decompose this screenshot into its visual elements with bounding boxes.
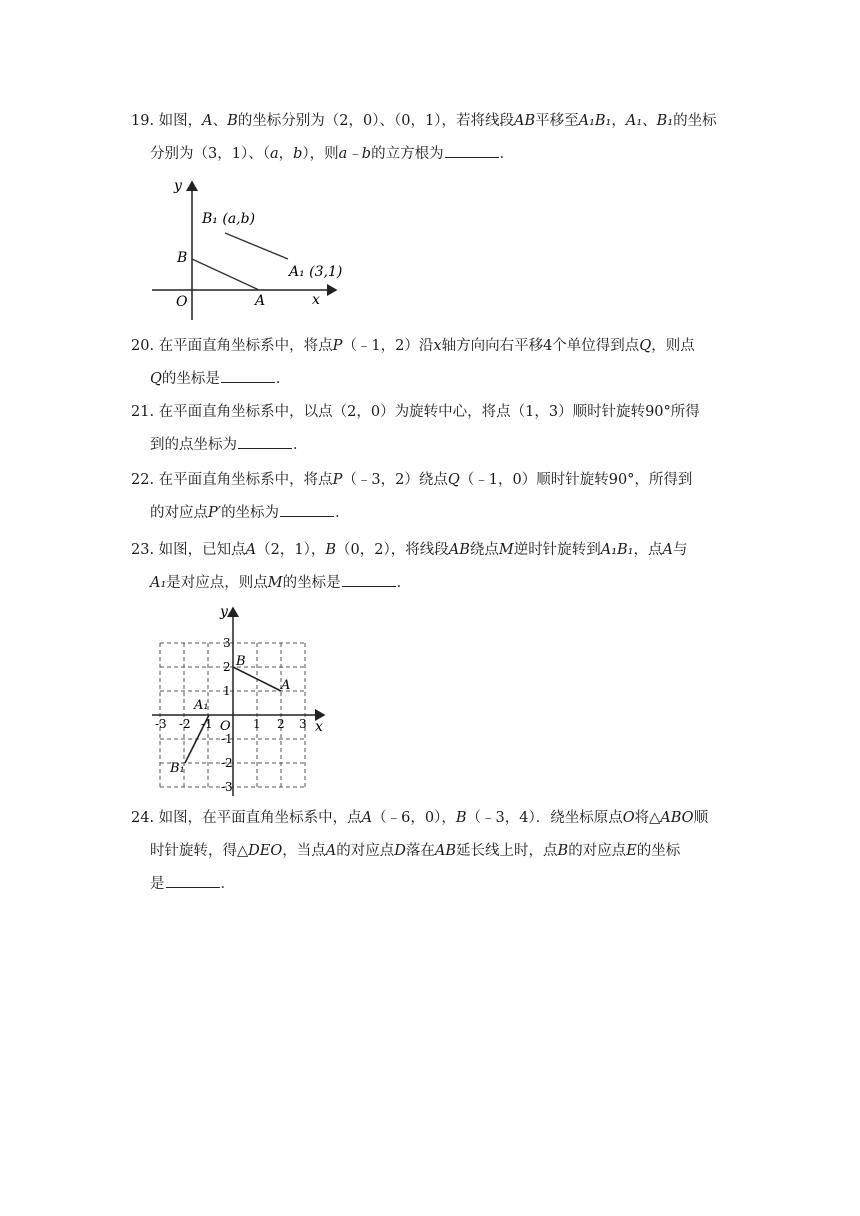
q24-text: 将△: [634, 810, 661, 826]
point-Q: Q: [639, 338, 652, 354]
q20-text: 在平面直角坐标系中，将点: [158, 338, 333, 354]
segment-A1B1: A₁B₁: [600, 542, 634, 558]
separator: 、: [642, 113, 657, 129]
point-M: M: [267, 575, 283, 591]
point-P: P: [332, 338, 343, 354]
point-Q: Q: [150, 371, 162, 387]
segment-A1B1: [225, 233, 288, 259]
answer-blank[interactable]: [166, 873, 220, 888]
question-number: 23.: [131, 542, 155, 558]
q24-line-3: [131, 868, 731, 901]
q19-line-1: [131, 105, 731, 138]
q24-line-1: [131, 802, 731, 835]
q23-text: 与: [672, 542, 688, 558]
label-B1: B₁: [170, 761, 185, 776]
q21-text: 在平面直角坐标系中，以点（2，0）为旋转中心，将点（1，3）顺时针旋转90°所得: [158, 404, 700, 420]
q19-figure: [148, 176, 358, 326]
point-B1: B₁: [656, 113, 674, 129]
point-A: A: [361, 810, 373, 826]
axis-label-y: y: [174, 178, 182, 194]
answer-blank[interactable]: [445, 143, 499, 158]
q23-text: （2，1），: [256, 542, 326, 558]
point-P-prime: P′: [208, 505, 222, 521]
point-B: B: [557, 843, 569, 859]
point-O: O: [622, 810, 635, 826]
q23-text: （0，2），将线段: [336, 542, 449, 558]
separator: 、: [212, 113, 228, 129]
q22-text: 的坐标为: [221, 505, 280, 521]
q24-line-2: [131, 835, 731, 868]
x-tick-labels: [155, 717, 307, 731]
separator: ，: [278, 146, 294, 162]
q24-text: 顺: [693, 810, 709, 826]
y-tick-label: -2: [221, 756, 233, 770]
q23-line-1: [131, 534, 731, 567]
q23-text: 如图，已知点: [158, 542, 246, 558]
q19-text: 平移至: [535, 113, 579, 129]
q21-line-2: [131, 429, 731, 462]
q22-text: ．: [335, 505, 350, 521]
x-tick-label: 2: [277, 717, 285, 731]
segment-AB: [192, 259, 259, 290]
point-E: E: [626, 843, 637, 859]
answer-blank[interactable]: [221, 368, 275, 383]
q23-text: 逆时针旋转到: [513, 542, 601, 558]
label-B1: B₁ (a,b): [202, 211, 256, 227]
q19-text: 的立方根为: [371, 146, 444, 162]
q21-text: ．: [293, 437, 308, 453]
point-D: D: [394, 843, 406, 859]
var-a: a: [269, 146, 279, 162]
triangle-DEO: DEO: [248, 843, 283, 859]
q24-text: 的对应点: [336, 843, 395, 859]
q24-text: （﹣6，0），: [372, 810, 456, 826]
expression: a﹣b: [338, 146, 372, 162]
q23-text: ，点: [633, 542, 663, 558]
q24-text: 的对应点: [568, 843, 627, 859]
q22-line-1: [131, 464, 731, 497]
q20-line-2: [131, 363, 731, 396]
q19-text: ），则: [302, 146, 339, 162]
point-A: A: [202, 113, 213, 129]
q24-text: 延长线上时，点: [456, 843, 558, 859]
axis-label-x: x: [315, 719, 323, 735]
q20-text: 轴方向向右平移4个单位得到点: [441, 338, 640, 354]
question-number: 21.: [131, 404, 155, 420]
question-number: 22.: [131, 472, 155, 488]
y-tick-label: 3: [223, 636, 231, 650]
q24-text: 时针旋转，得△: [150, 843, 249, 859]
q21-line-1: [131, 396, 731, 429]
y-tick-label: 1: [223, 684, 231, 698]
q22-text: 在平面直角坐标系中，将点: [158, 472, 333, 488]
q22-text: （﹣3，2）绕点: [342, 472, 448, 488]
label-origin: O: [220, 719, 231, 734]
question-24: [131, 802, 731, 901]
q20-text: ．: [275, 371, 291, 387]
separator: ，: [611, 113, 626, 129]
q22-line-2: [131, 497, 731, 530]
segment-A1B1: A₁B₁: [578, 113, 612, 129]
x-tick-label: 1: [253, 717, 261, 731]
q24-text: ，当点: [282, 843, 326, 859]
label-A1: A₁ (3,1): [289, 264, 343, 280]
point-M: M: [498, 542, 514, 558]
question-23: [131, 534, 731, 600]
label-B: B: [177, 250, 188, 266]
q23-text: 是对应点，则点: [166, 575, 268, 591]
x-tick-label: -3: [155, 717, 167, 731]
point-A: A: [325, 843, 337, 859]
point-A: A: [245, 542, 257, 558]
triangle-ABO: ABO: [660, 810, 694, 826]
point-B: B: [325, 542, 337, 558]
label-A: A: [281, 678, 291, 693]
q23-text: 绕点: [469, 542, 499, 558]
axis-label-x: x: [312, 292, 320, 308]
q24-text: 落在: [405, 843, 435, 859]
answer-blank[interactable]: [238, 434, 292, 449]
q20-text: （﹣1，2）沿: [342, 338, 434, 354]
q19-text: ．: [499, 146, 515, 162]
segment-AB: AB: [448, 542, 470, 558]
var-x: x: [433, 338, 442, 354]
q23-line-2: [131, 567, 731, 600]
label-origin: O: [176, 294, 188, 310]
answer-blank[interactable]: [280, 502, 334, 517]
point-A: A: [662, 542, 673, 558]
point-B: B: [227, 113, 238, 129]
question-number: 24.: [131, 810, 155, 826]
q24-text: 的坐标: [636, 843, 681, 859]
point-B: B: [455, 810, 467, 826]
question-number: 19.: [131, 113, 155, 129]
point-A1: A₁: [150, 575, 167, 591]
q22-text: （﹣1，0）顺时针旋转90°，所得到: [459, 472, 693, 488]
q23-text: 的坐标是: [282, 575, 341, 591]
q19-text: 的坐标: [673, 113, 717, 129]
q19-text: 分别为（3，1）、（: [150, 146, 270, 162]
y-tick-label: 2: [223, 660, 231, 674]
question-21: [131, 396, 731, 462]
y-tick-label: -3: [221, 780, 233, 794]
q23-text: ．: [396, 575, 412, 591]
point-P: P: [332, 472, 343, 488]
q24-text: （﹣3，4）．绕坐标原点: [466, 810, 623, 826]
q23-figure: [148, 600, 338, 800]
var-b: b: [293, 146, 303, 162]
point-Q: Q: [447, 472, 460, 488]
question-22: [131, 464, 731, 530]
label-A: A: [255, 293, 266, 309]
question-number: 20.: [131, 338, 155, 354]
q20-text: 的坐标是: [161, 371, 220, 387]
axis-label-y: y: [220, 604, 228, 620]
x-tick-label: -2: [179, 717, 191, 731]
q21-text: 到的点坐标为: [150, 437, 237, 453]
q19-text: 的坐标分别为（2，0）、（0，1），若将线段: [237, 113, 514, 129]
q24-text: 是: [150, 876, 165, 892]
q19-text: 如图，: [158, 113, 203, 129]
answer-blank[interactable]: [342, 572, 396, 587]
label-B: B: [236, 654, 246, 669]
q19-line-2: [131, 138, 731, 171]
q22-text: 的对应点: [150, 505, 208, 521]
q20-line-1: [131, 330, 731, 363]
question-19: [131, 105, 731, 171]
q24-text: 如图，在平面直角坐标系中，点: [158, 810, 362, 826]
segment-AB: AB: [434, 843, 457, 859]
y-tick-label: -1: [221, 732, 233, 746]
q24-text: ．: [220, 876, 235, 892]
q20-text: ，则点: [651, 338, 695, 354]
segment-AB: AB: [513, 113, 536, 129]
question-20: [131, 330, 731, 396]
x-tick-label: 3: [299, 717, 307, 731]
x-tick-label: -1: [201, 717, 213, 731]
label-A1: A₁: [194, 698, 209, 713]
point-A1: A₁: [625, 113, 643, 129]
